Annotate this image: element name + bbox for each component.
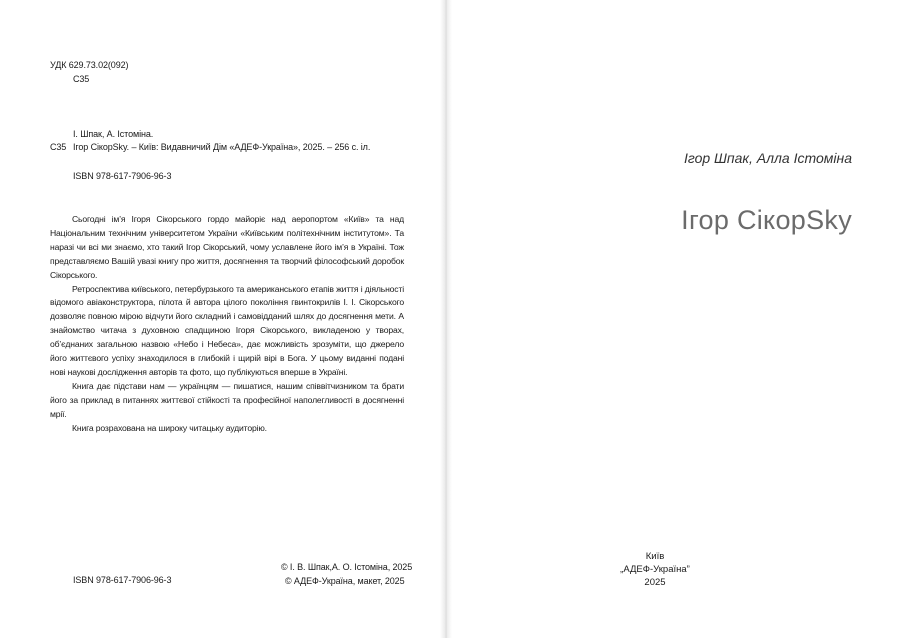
imprint-city: Київ xyxy=(645,551,665,562)
title-page-authors: Ігор Шпак, Алла Істоміна xyxy=(683,150,852,166)
bbk-code: С35 xyxy=(73,74,90,84)
udc-code: УДК 629.73.02(092) xyxy=(50,60,129,70)
abstract-paragraph: Книга розрахована на широку читацьку аудиторію. xyxy=(72,422,267,433)
book-spine-gutter xyxy=(440,0,452,638)
catalog-entry: Ігор СікорSky. – Київ: Видавничий Дім «АДЕФ-Україна», 2025. – 256 с. іл. xyxy=(73,142,371,152)
imprint-year: 2025 xyxy=(644,577,666,588)
abstract-paragraph: Книга дає підстави нам — українцям — пишатися, нашим співвітчизником та брати його за приклад в питаннях життєвої стійкості та професійної наполегливості в досягненні мрії. xyxy=(50,380,404,419)
isbn-top: ISBN 978-617-7906-96-3 xyxy=(73,171,172,181)
copyright-authors: © І. В. Шпак,А. О. Істоміна, 2025 xyxy=(281,562,413,572)
isbn-bottom: ISBN 978-617-7906-96-3 xyxy=(73,575,172,585)
copyright-layout: © АДЕФ-Україна, макет, 2025 xyxy=(285,576,405,586)
abstract-paragraph: Сьогодні ім’я Ігоря Сікорського гордо майоріє над аеропортом «Київ» та над Національним технічним університетом України «Київським політехнічним інститутом». Та наразі чи всі ми знаємо, хто такий Ігор Сікорський, чому уславлене його ім’я в Україні. Тож представляємо Вашій увазі книгу про життя, досягнення та творчий філософський доробок Сікорського. xyxy=(50,214,404,280)
catalog-authors: І. Шпак, А. Істоміна. xyxy=(73,129,154,139)
abstract-paragraph: Ретроспектива київського, петербурзького та американського етапів життя і діяльності відомого авіаконструктора, пілота й автора цілого покоління гвинтокрилів І. І. Сікорського дозволяє повною мірою відчути його складний і самовідданий шлях до досягнення мети. А знайомство читача з духовною спадщиною Ігоря Сікорського, викладеною у творах, об’єднаних загальною назвою «Небо і Небеса», дає можливість зрозуміти, що джерело його життєвого успіху знаходилося в глибокій і щирій вірі в Бога. У цьому виданні подані нові наукові дослідження авторів та фото, що публікуються вперше в Україні. xyxy=(50,283,404,377)
abstract xyxy=(50,213,404,436)
book-title: Ігор СікорSky xyxy=(681,205,852,235)
imprint-publisher: „АДЕФ-Україна” xyxy=(620,564,690,575)
catalog-code: С35 xyxy=(50,142,67,152)
left-page xyxy=(0,0,446,638)
